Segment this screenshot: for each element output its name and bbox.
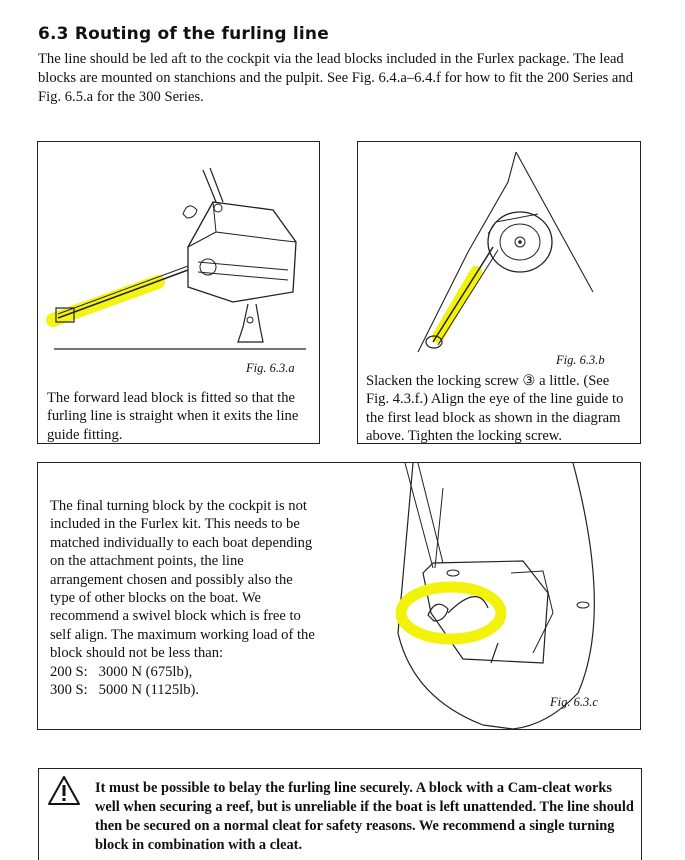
figure-label: Fig. 6.3.c xyxy=(550,695,598,709)
load-300-series: 300 S: 5000 N (1125lb). xyxy=(50,682,200,699)
furling-unit-side-illustration xyxy=(38,142,321,362)
warning-box xyxy=(38,768,642,860)
line-guide-top-illustration xyxy=(358,142,642,362)
warning-triangle-icon xyxy=(47,775,81,807)
figure-label: Fig. 6.3.a xyxy=(246,361,295,375)
load-200-series: 200 S: 3000 N (675lb), xyxy=(50,663,193,680)
section-heading: 6.3 Routing of the furling line xyxy=(38,24,329,44)
figure-caption: Slacken the locking screw ③ a little. (See Fig. 4.3.f.) Align the eye of the line guide to the first lead block as shown in the diagram above. Tighten the locking screw. xyxy=(366,373,624,445)
figure-caption: The forward lead block is fitted so that the furling line is straight when it exits the line guide fitting. xyxy=(47,390,299,443)
figure-caption xyxy=(50,497,318,699)
caption-text: The final turning block by the cockpit is not included in the Furlex kit. This needs to be matched individually to each boat depending on the attachment points, the line arrangement chosen and possibly also the type of other blocks on the boat. We recommend a swivel block which is free to self align. The maximum working load of the block should not be less than: xyxy=(50,498,315,662)
intro-paragraph: The line should be led aft to the cockpit via the lead blocks included in the Furlex package. The lead blocks are mounted on stanchions and the pulpit. See Fig. 6.4.a–6.4.f for how to fit the 200 Series and Fig. 6.5.a for the 300 Series. xyxy=(38,51,633,105)
figure-6-3-a-box xyxy=(37,141,320,444)
figure-6-3-b-box xyxy=(357,141,641,444)
figure-6-3-c-box xyxy=(37,462,641,730)
cockpit-turning-block-illustration xyxy=(373,463,633,729)
figure-label: Fig. 6.3.b xyxy=(556,353,605,367)
warning-text: It must be possible to belay the furling line securely. A block with a Cam-cleat works well when securing a reef, but is unreliable if the boat is left unattended. The line should then be secured on a normal cleat for safety reasons. We recommend a single turning block in combination with a cleat. xyxy=(95,780,634,853)
